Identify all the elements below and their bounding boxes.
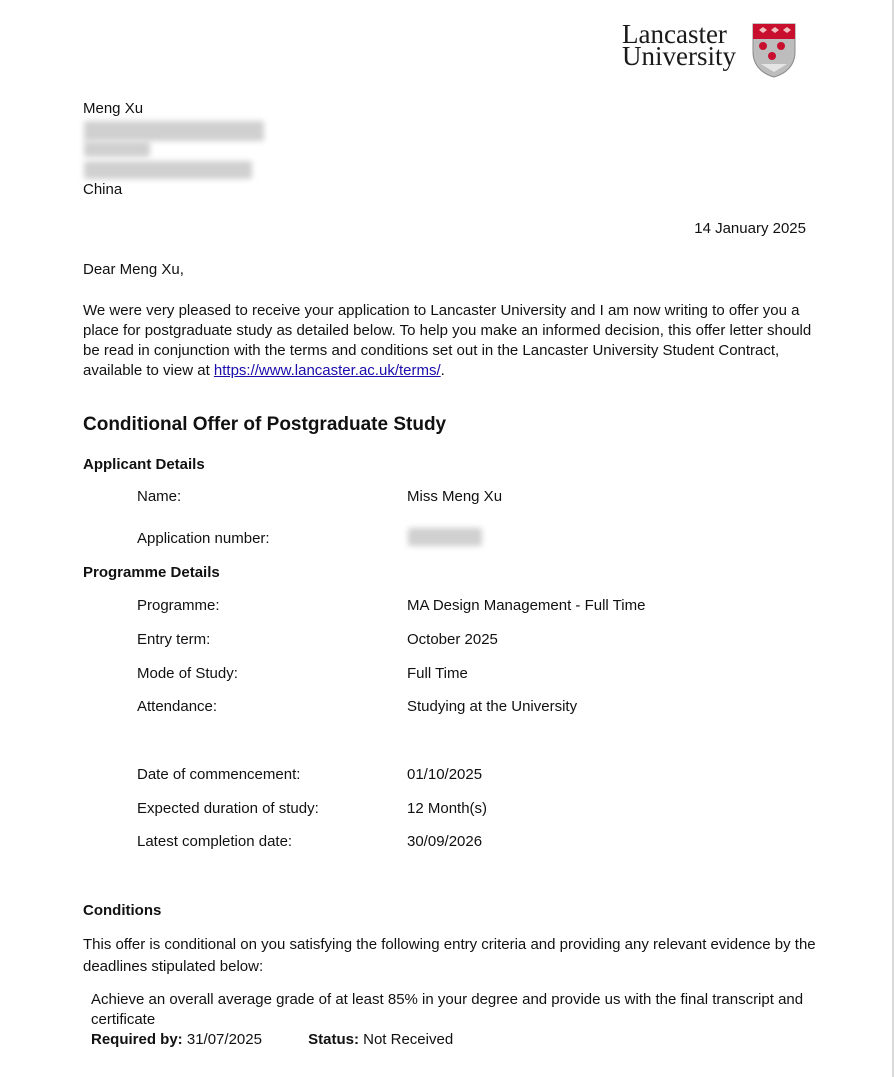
lancaster-university-logo xyxy=(620,20,800,80)
redacted-application-number xyxy=(408,528,482,546)
recipient-name: Meng Xu xyxy=(83,100,144,117)
programme-label: Programme: xyxy=(137,597,220,614)
intro-text: We were very pleased to receive your application to Lancaster University and I am now writing to offer you a place for postgraduate study as detailed below. To help you make an informed decision, this offer letter should be read in conjunction with the terms and conditions set out in the Lancaster University Student Contract, available to view at xyxy=(83,302,812,379)
commencement-date-value: 01/10/2025 xyxy=(407,766,483,783)
recipient-country: China xyxy=(83,181,123,198)
status-label: Status: xyxy=(308,1031,359,1048)
applicant-details-heading: Applicant Details xyxy=(83,456,205,473)
required-by-label: Required by: xyxy=(91,1031,183,1048)
status-value: Not Received xyxy=(363,1031,454,1048)
intro-paragraph xyxy=(83,301,818,381)
logo-line-2: University xyxy=(622,41,736,71)
crest-icon xyxy=(751,22,797,78)
entry-term-label: Entry term: xyxy=(137,631,211,648)
salutation: Dear Meng Xu, xyxy=(83,261,184,278)
required-by-value: 31/07/2025 xyxy=(186,1031,262,1048)
offer-title: Conditional Offer of Postgraduate Study xyxy=(83,414,447,435)
redacted-address-line-1 xyxy=(84,121,264,141)
redacted-address-line-2 xyxy=(84,141,150,157)
terms-link[interactable]: https://www.lancaster.ac.uk/terms/ xyxy=(213,362,441,379)
conditions-heading: Conditions xyxy=(83,902,162,919)
programme-details-heading: Programme Details xyxy=(83,564,220,581)
entry-term-value: October 2025 xyxy=(407,631,498,648)
commencement-date-label: Date of commencement: xyxy=(137,766,301,783)
condition-text: Achieve an overall average grade of at least 85% in your degree and provide us with the final transcript and certificate xyxy=(91,991,804,1028)
redacted-address-line-3 xyxy=(84,161,252,179)
conditions-intro: This offer is conditional on you satisfying the following entry criteria and providing any relevant evidence by the deadlines stipulated below: xyxy=(83,936,816,975)
logo-line-1: Lancaster xyxy=(622,19,727,49)
letter-date: 14 January 2025 xyxy=(694,220,806,237)
attendance-value: Studying at the University xyxy=(407,698,578,715)
condition-meta xyxy=(91,1030,811,1050)
completion-date-value: 30/09/2026 xyxy=(407,833,483,850)
attendance-label: Attendance: xyxy=(137,698,218,715)
duration-label: Expected duration of study: xyxy=(137,800,319,817)
intro-end: . xyxy=(440,362,445,379)
mode-of-study-value: Full Time xyxy=(407,665,468,682)
completion-date-label: Latest completion date: xyxy=(137,833,293,850)
programme-value: MA Design Management - Full Time xyxy=(407,597,646,614)
applicant-name-value: Miss Meng Xu xyxy=(407,488,503,505)
duration-value: 12 Month(s) xyxy=(407,800,488,817)
applicant-name-label: Name: xyxy=(137,488,182,505)
condition-item xyxy=(91,990,811,1050)
application-number-label: Application number: xyxy=(137,530,270,547)
mode-of-study-label: Mode of Study: xyxy=(137,665,238,682)
